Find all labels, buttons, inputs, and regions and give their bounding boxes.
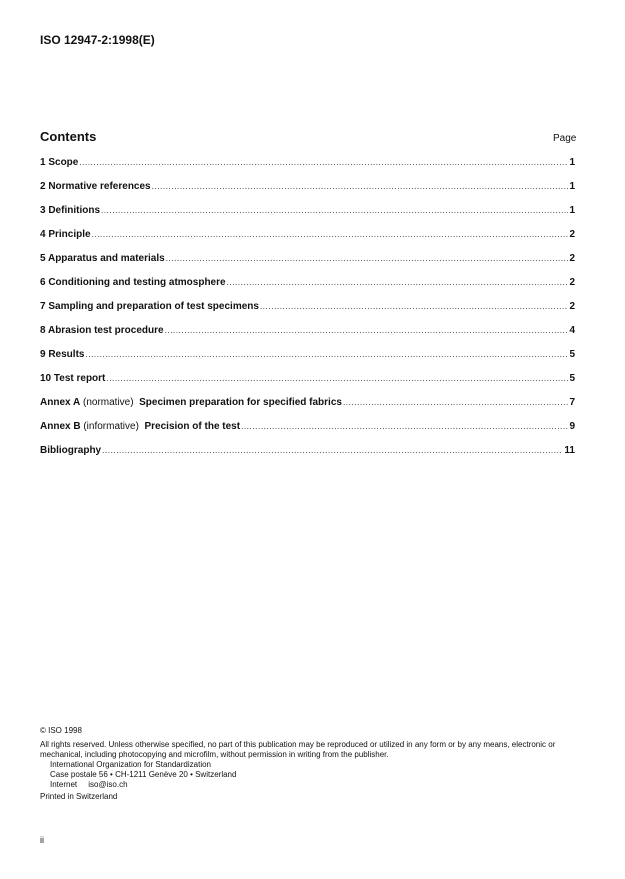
rights-statement: All rights reserved. Unless otherwise specified, no part of this publication may be reproduced or utilized in any form or by any means, electronic or mechanical, including photocopying and microfilm, without permission in writing from the publisher. (40, 740, 556, 759)
contents-heading: Contents (40, 129, 97, 144)
toc-entry-page: 2 (569, 301, 575, 312)
page-number: ii (40, 835, 44, 845)
toc-entry-page: 5 (569, 349, 575, 360)
internet-label: Internet (50, 780, 78, 789)
toc-entry-title: 9 Results (40, 349, 85, 360)
copyright-footer (40, 726, 585, 802)
leader-dots (102, 446, 563, 455)
toc-entry-principle[interactable] (40, 229, 575, 253)
toc-entry-page: 2 (569, 229, 575, 240)
leader-dots (85, 350, 568, 359)
internet-email[interactable]: iso@iso.ch (88, 780, 128, 789)
leader-dots (227, 278, 569, 287)
toc-entry-title: 1 Scope (40, 157, 79, 168)
leader-dots (260, 302, 568, 311)
toc-entry-page: 11 (564, 445, 575, 456)
toc-entry-test-report[interactable] (40, 373, 575, 397)
toc-entry-title: Bibliography (40, 445, 102, 456)
document-id: ISO 12947-2:1998(E) (40, 33, 155, 47)
toc-entry-abrasion-procedure[interactable] (40, 325, 575, 349)
toc-entry-page: 1 (569, 205, 575, 216)
toc-entry-subtitle: Precision of the test (144, 421, 241, 432)
toc-entry-conditioning[interactable] (40, 277, 575, 301)
leader-dots (343, 398, 568, 407)
toc-entry-normative-references[interactable] (40, 181, 575, 205)
toc-entry-title: 6 Conditioning and testing atmosphere (40, 277, 226, 288)
toc-entry-page: 1 (569, 181, 575, 192)
leader-dots (165, 326, 569, 335)
copyright-notice: © ISO 1998 (40, 726, 82, 735)
leader-dots (241, 422, 568, 431)
printed-in: Printed in Switzerland (40, 792, 118, 801)
toc-entry-results[interactable] (40, 349, 575, 373)
toc-entry-scope[interactable] (40, 157, 575, 181)
leader-dots (79, 158, 568, 167)
toc-entry-title: Annex A (40, 397, 81, 408)
toc-entry-title: Annex B (40, 421, 81, 432)
toc-entry-qualifier: (informative) (83, 421, 139, 432)
leader-dots (101, 206, 568, 215)
organization-name: International Organization for Standardization (50, 760, 211, 769)
toc-entry-annex-a[interactable] (40, 397, 575, 421)
page-column-label: Page (553, 133, 577, 144)
toc-entry-page: 2 (569, 253, 575, 264)
toc-entry-page: 1 (569, 157, 575, 168)
toc-entry-definitions[interactable] (40, 205, 575, 229)
publisher-address (40, 760, 585, 790)
table-of-contents (40, 157, 575, 469)
toc-entry-title: 8 Abrasion test procedure (40, 325, 164, 336)
toc-entry-apparatus[interactable] (40, 253, 575, 277)
postal-address: Case postale 56 • CH-1211 Genève 20 • Switzerland (50, 770, 237, 779)
toc-entry-subtitle: Specimen preparation for specified fabrics (139, 397, 342, 408)
toc-entry-annex-b[interactable] (40, 421, 575, 445)
toc-entry-sampling[interactable] (40, 301, 575, 325)
toc-entry-title: 2 Normative references (40, 181, 151, 192)
toc-entry-page: 5 (569, 373, 575, 384)
toc-entry-title: 10 Test report (40, 373, 106, 384)
toc-entry-title: 4 Principle (40, 229, 91, 240)
toc-entry-title: 7 Sampling and preparation of test specimens (40, 301, 259, 312)
toc-entry-page: 7 (569, 397, 575, 408)
toc-entry-page: 4 (569, 325, 575, 336)
toc-entry-title: 3 Definitions (40, 205, 101, 216)
toc-entry-page: 9 (569, 421, 575, 432)
internet-line (50, 780, 585, 790)
toc-entry-bibliography[interactable] (40, 445, 575, 469)
toc-entry-qualifier: (normative) (82, 397, 134, 408)
leader-dots (152, 182, 569, 191)
toc-entry-title: 5 Apparatus and materials (40, 253, 165, 264)
leader-dots (92, 230, 569, 239)
toc-entry-page: 2 (569, 277, 575, 288)
leader-dots (106, 374, 568, 383)
leader-dots (166, 254, 569, 263)
